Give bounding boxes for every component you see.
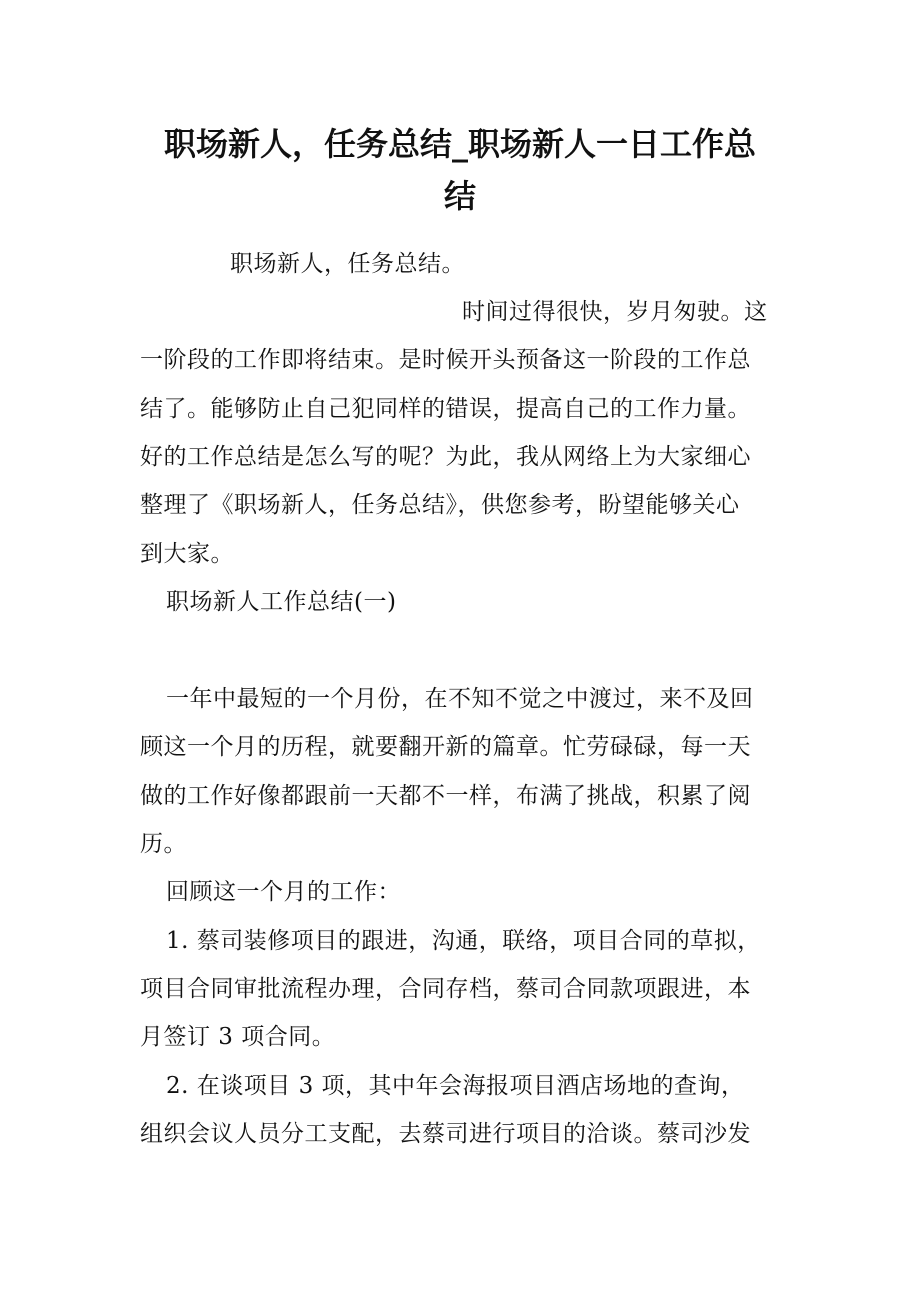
intro-heading-line: 职场新人，任务总结。 [230,251,465,277]
paragraph-line: 历。 [140,831,187,857]
paragraph-line: 顾这一个月的历程，就要翻开新的篇章。忙劳碌碌，每一天 [140,734,751,760]
title-line-2: 结 [443,177,476,215]
paragraph-line: 到大家。 [140,541,234,567]
list-item-line: 1. 蔡司装修项目的跟进，沟通，联络，项目合同的草拟， [166,928,761,954]
paragraph-line: 时间过得很快，岁月匆驶。这 [462,299,768,325]
paragraph-line: 好的工作总结是怎么写的呢？为此，我从网络上为大家细心 [140,444,751,470]
list-item-line: 组织会议人员分工支配，去蔡司进行项目的洽谈。蔡司沙发 [140,1121,751,1147]
paragraph-line: 回顾这一个月的工作： [166,879,401,905]
paragraph-line: 一阶段的工作即将结束。是时候开头预备这一阶段的工作总 [140,347,751,373]
paragraph-line: 做的工作好像都跟前一天都不一样，布满了挑战，积累了阅 [140,783,751,809]
list-item-line: 2. 在谈项目 3 项，其中年会海报项目酒店场地的查询， [166,1073,745,1099]
list-item-line: 月签订 3 项合同。 [140,1024,336,1050]
paragraph-line: 一年中最短的一个月份，在不知不觉之中渡过，来不及回 [166,686,754,712]
document-title [140,118,780,222]
list-item-line: 项目合同审批流程办理，合同存档，蔡司合同款项跟进，本 [140,976,751,1002]
paragraph-line: 整理了《职场新人，任务总结》，供您参考，盼望能够关心 [140,492,740,518]
section-heading: 职场新人工作总结(一) [166,589,397,615]
paragraph-line: 结了。能够防止自己犯同样的错误，提高自己的工作力量。 [140,396,751,422]
title-line-1: 职场新人，任务总结_职场新人一日工作总 [163,125,756,163]
